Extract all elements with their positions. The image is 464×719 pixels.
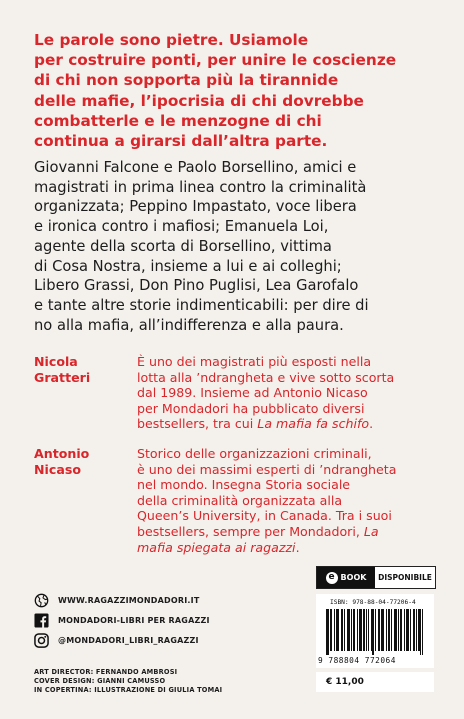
blurb-line: organizzata; Peppino Impastato, voce libera xyxy=(34,198,357,216)
barcode-bar xyxy=(408,609,409,651)
ebook-label xyxy=(317,567,375,588)
blurb-line: e ironica contro i mafiosi; Emanuela Loi, xyxy=(34,218,329,236)
bio-line: della criminalità organizzata alla xyxy=(137,492,343,508)
price-tag xyxy=(316,672,434,692)
bio-line xyxy=(137,416,437,432)
credit-line: ART DIRECTOR: FERNANDO AMBROSI xyxy=(34,668,178,676)
barcode-bar xyxy=(388,609,389,651)
barcode-bar xyxy=(353,609,354,651)
barcode-bar xyxy=(328,609,329,655)
barcode-bar xyxy=(401,609,402,651)
barcode-digits: 9 788804 772064 xyxy=(318,656,396,665)
barcode-bar xyxy=(337,609,338,651)
barcode-bar xyxy=(410,609,411,651)
blurb-line: agente della scorta di Borsellino, vittima xyxy=(34,237,332,255)
blurb-line: e tante altre storie indimenticabili: per dire di xyxy=(34,296,369,314)
author-last-name: Nicaso xyxy=(34,461,81,477)
credits xyxy=(34,668,222,695)
barcode-bar xyxy=(400,609,401,651)
bio-text: bestsellers, sempre per Mondadori, xyxy=(137,523,364,539)
book-title: La xyxy=(363,523,379,539)
barcode-bar xyxy=(347,609,348,651)
barcode-bar xyxy=(375,609,376,651)
barcode-bar xyxy=(366,609,367,651)
barcode-bar xyxy=(351,609,352,651)
bio-line: nel mondo. Insegna Storia sociale xyxy=(137,477,351,493)
barcode-bar xyxy=(364,609,365,651)
credit-line: COVER DESIGN: GIANNI CAMUSSO xyxy=(34,677,166,685)
author-bio-text xyxy=(137,446,437,555)
barcode-bar xyxy=(422,609,423,655)
bio-line xyxy=(137,540,437,556)
bio-line: dal 1989. Insieme ad Antonio Nicaso xyxy=(137,385,368,401)
book-title: mafia spiegata ai ragazzi xyxy=(137,539,296,555)
barcode-bar xyxy=(363,609,364,651)
author-bio-text xyxy=(137,354,437,432)
facebook-icon xyxy=(34,613,49,628)
barcode-bar xyxy=(389,609,390,651)
bio-line: È uno dei magistrati più esposti nella xyxy=(137,354,372,369)
barcode-bar xyxy=(379,609,380,651)
bio-line: per Mondadori ha pubblicato diversi xyxy=(137,400,365,416)
barcode-bar xyxy=(326,609,327,655)
globe-icon xyxy=(34,593,49,608)
isbn-text: ISBN: 978-88-04-77206-4 xyxy=(330,599,416,606)
price-value: € 11,00 xyxy=(326,677,364,687)
barcode-bar xyxy=(368,609,369,651)
barcode-bar xyxy=(406,609,407,651)
intro-line: Le parole sono pietre. Usiamole xyxy=(34,31,309,49)
blurb-line: Libero Grassi, Don Pino Puglisi, Lea Garofalo xyxy=(34,277,359,295)
barcode-bar xyxy=(354,609,355,651)
barcode-bar xyxy=(396,609,397,651)
barcode-bar xyxy=(414,609,415,651)
barcode-bar xyxy=(357,609,358,651)
barcode-bar xyxy=(420,609,421,655)
barcode-bar xyxy=(361,609,362,651)
author-first-name: Antonio xyxy=(34,446,90,461)
barcode-bar xyxy=(327,609,328,655)
barcode-bar xyxy=(360,609,361,651)
author-last-name: Gratteri xyxy=(34,369,91,385)
barcode-bar xyxy=(407,609,408,651)
instagram-icon xyxy=(34,633,49,648)
instagram-row[interactable] xyxy=(34,630,210,650)
barcode-bar xyxy=(381,609,382,651)
barcode-bar xyxy=(336,609,337,651)
intro-quote xyxy=(34,30,434,151)
bio-line: Storico delle organizzazioni criminali, xyxy=(137,446,372,461)
barcode-bar xyxy=(349,609,350,651)
intro-line: per costruire ponti, per unire le coscienze xyxy=(34,51,397,70)
blurb-line: magistrati in prima linea contro la criminalità xyxy=(34,178,367,196)
barcode-bar xyxy=(373,609,374,655)
barcode-bar xyxy=(395,609,396,651)
barcode-bar xyxy=(383,609,384,651)
bio-line xyxy=(137,524,437,540)
facebook-row[interactable] xyxy=(34,610,210,630)
barcode-bar xyxy=(413,609,414,651)
blurb-line: no alla mafia, all’indifferenza e alla paura. xyxy=(34,316,344,334)
barcode-bar xyxy=(371,609,372,651)
bio-line: è uno dei massimi esperti di ’ndrangheta xyxy=(137,461,397,477)
author-name xyxy=(34,354,114,385)
intro-line: di chi non sopporta più la tirannide xyxy=(34,71,339,90)
barcode-bar xyxy=(378,609,379,651)
barcode-bar xyxy=(331,609,332,651)
barcode-bar xyxy=(330,609,331,651)
blurb-line: di Cosa Nostra, insieme a lui e ai colleghi; xyxy=(34,257,342,275)
ebook-status: DISPONIBILE xyxy=(378,573,432,582)
barcode-bar xyxy=(334,609,335,651)
barcode-bar xyxy=(416,609,417,651)
intro-line: continua a girarsi dall’altra parte. xyxy=(34,132,328,151)
barcode-bar xyxy=(342,609,343,651)
barcode-bar xyxy=(348,609,349,651)
credit-line: IN COPERTINA: ILLUSTRAZIONE DI GIULIA TOMAI xyxy=(34,686,223,694)
barcode-bar xyxy=(359,609,360,651)
bio-punct: . xyxy=(369,416,374,432)
intro-line: delle mafie, l’ipocrisia di chi dovrebbe xyxy=(34,91,364,110)
ebook-icon: e xyxy=(326,572,338,584)
blurb-paragraph xyxy=(34,158,434,335)
facebook-link[interactable]: MONDADORI-LIBRI PER RAGAZZI xyxy=(58,615,210,625)
bio-line: Queen’s University, in Canada. Tra i suoi xyxy=(137,508,392,524)
website-row[interactable] xyxy=(34,590,210,610)
barcode-bar xyxy=(382,609,383,651)
intro-line: combatterle e le menzogne di chi xyxy=(34,111,322,130)
social-links xyxy=(34,590,210,650)
bio-text: bestsellers, tra cui xyxy=(137,416,258,432)
website-link[interactable]: WWW.RAGAZZIMONDADORI.IT xyxy=(58,595,200,605)
ebook-available-badge xyxy=(316,566,436,589)
bio-line: lotta alla ’ndrangheta e vive sotto scorta xyxy=(137,369,395,385)
barcode-bar xyxy=(391,609,392,651)
barcode-bar xyxy=(404,609,405,651)
instagram-link[interactable]: @MONDADORI_LIBRI_RAGAZZI xyxy=(58,635,199,645)
barcode-bar xyxy=(386,609,387,651)
barcode-bar xyxy=(394,609,395,651)
barcode-area xyxy=(316,594,434,668)
ebook-text: BOOK xyxy=(340,573,367,582)
barcode-bar xyxy=(338,609,339,651)
bio-punct: . xyxy=(295,539,300,555)
barcode-bar xyxy=(344,609,345,651)
barcode-bar xyxy=(372,609,373,655)
barcode-bar xyxy=(341,609,342,651)
barcode-bar xyxy=(398,609,399,651)
barcode-bar xyxy=(419,609,420,651)
barcode-image xyxy=(326,609,424,655)
blurb-line: Giovanni Falcone e Paolo Borsellino, amici e xyxy=(34,159,357,176)
book-title: La mafia fa schifo xyxy=(257,416,370,432)
author-name xyxy=(34,446,114,477)
barcode-bar xyxy=(418,609,419,651)
author-first-name: Nicola xyxy=(34,354,78,369)
